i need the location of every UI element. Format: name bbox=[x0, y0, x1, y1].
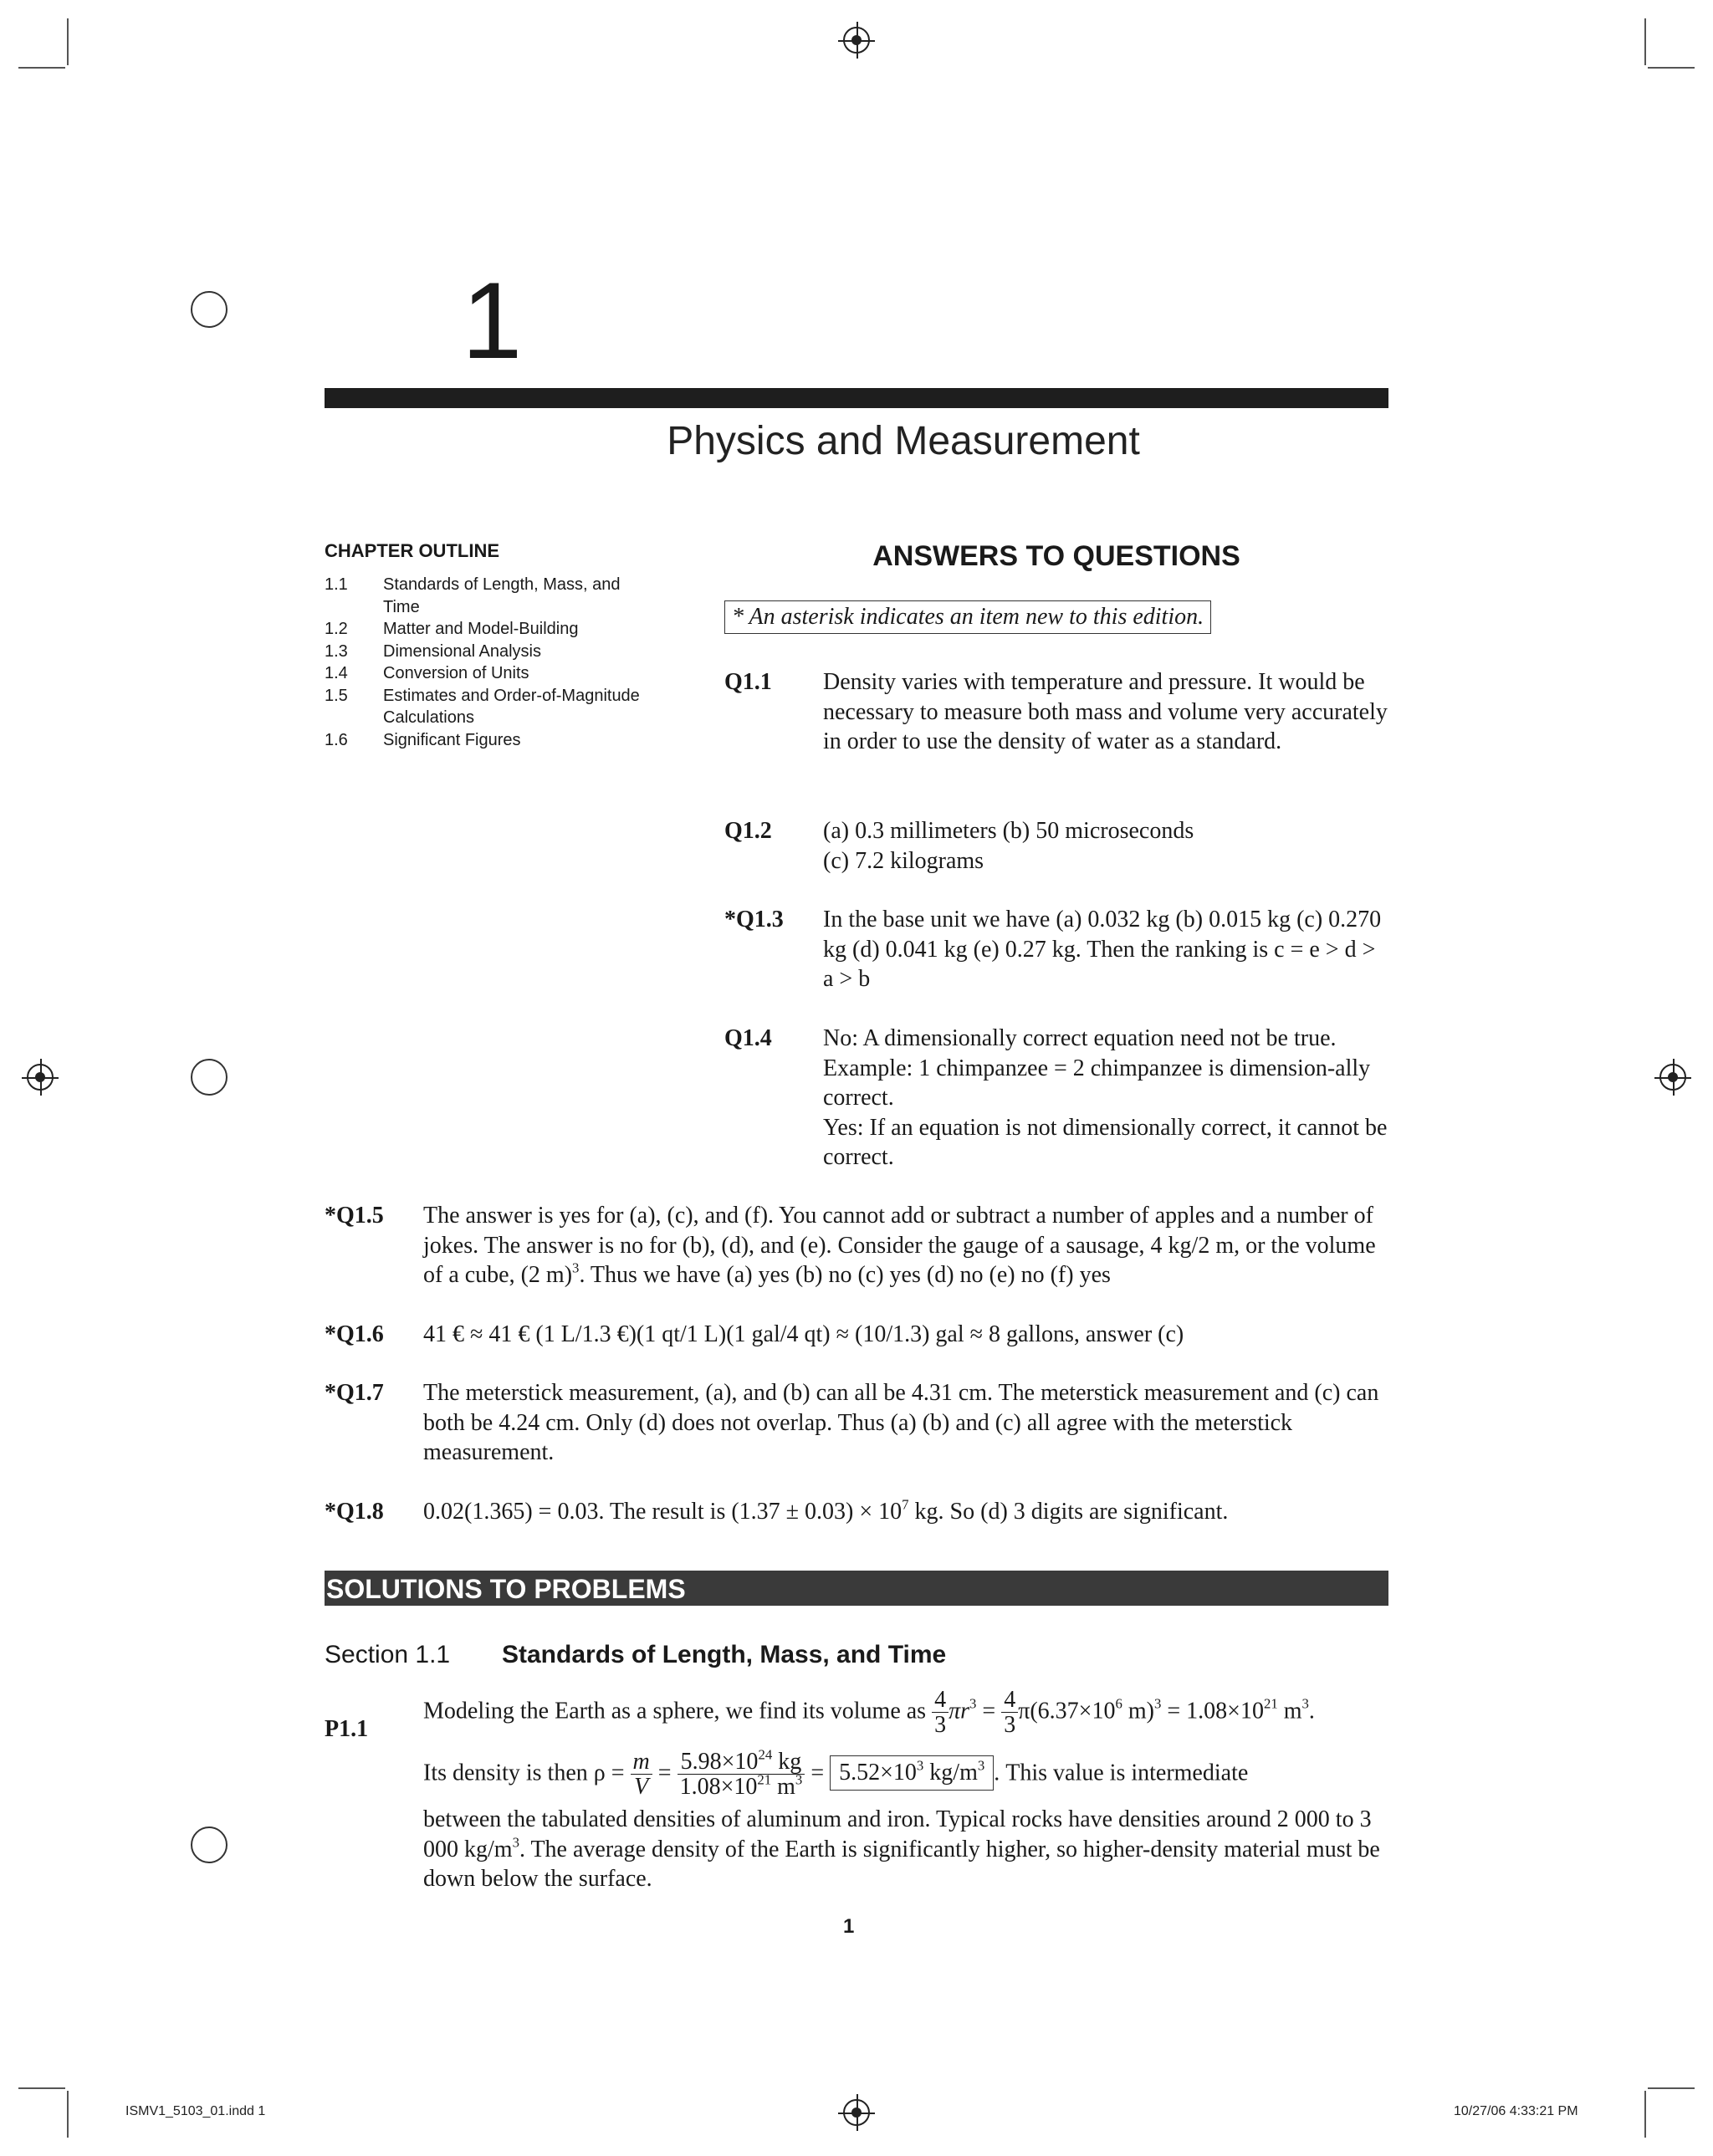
chapter-number: 1 bbox=[462, 259, 523, 381]
answer-box: $5.52\times 10^3$ $kg/m^3$ bbox=[830, 1755, 994, 1791]
question-label: *Q1.5 bbox=[325, 1203, 384, 1229]
answer-line: Yes: If an equation is not dimensionally correct, it cannot be correct. bbox=[823, 1114, 1388, 1170]
solutions-heading: SOLUTIONS TO PROBLEMS bbox=[325, 1571, 1388, 1606]
answer-line: (a) 0.3 millimeters (b) 50 microseconds bbox=[823, 818, 1194, 844]
outline-item: 1.2 Matter and Model-Building bbox=[325, 620, 579, 638]
asterisk-note: * An asterisk indicates an item new to this edition. bbox=[724, 600, 1211, 634]
crop-mark bbox=[18, 67, 65, 69]
equation-line: Modeling the Earth as a sphere, we find its volume as $\frac{4}{3}$ $\pi r^3$ = $\frac{4}{3}$ $\pi(6.37\times 10^6$ $m)^3 = 1.08\times 10^{21}$ $m^3$. bbox=[423, 1687, 1315, 1739]
chapter-rule bbox=[325, 388, 1388, 408]
chapter-title: Physics and Measurement bbox=[667, 419, 1140, 463]
outline-item: 1.4 Conversion of Units bbox=[325, 664, 529, 682]
crop-mark bbox=[18, 2087, 65, 2089]
page-number: 1 bbox=[843, 1915, 855, 1938]
section-number: Section 1.1 bbox=[325, 1641, 451, 1668]
question-answer: Density varies with temperature and pressure. It would be necessary to measure both mass and volume very accurately in order to use the density of water as a standard. bbox=[823, 669, 1388, 754]
question-answer: In the base unit we have (a) 0.032 kg (b) 0.015 kg (c) 0.270 kg (d) 0.041 kg (e) 0.27 kg. Then the ranking is c = e > d > a > b bbox=[823, 907, 1382, 992]
question-label: *Q1.6 bbox=[325, 1321, 384, 1347]
outline-heading: CHAPTER OUTLINE bbox=[325, 540, 499, 561]
question-label: *Q1.3 bbox=[724, 907, 784, 932]
crop-mark bbox=[67, 18, 69, 65]
crop-mark bbox=[1644, 2091, 1646, 2138]
crop-mark bbox=[1648, 67, 1695, 69]
answer-line: No: A dimensionally correct equation need not be true. Example: 1 chimpanzee = 2 chimpanzee is dimension-ally correct. bbox=[823, 1025, 1371, 1111]
registration-mark-icon bbox=[27, 1064, 54, 1091]
question-answer: The meterstick measurement, (a), and (b) can all be 4.31 cm. The meterstick measurement and (c) can both be 4.24 cm. Only (d) does not overlap. Thus (a) (b) and (c) all agree with the meterstick measurement. bbox=[423, 1380, 1379, 1465]
outline-item: 1.5 Estimates and Order-of-Magnitude Calculations bbox=[325, 686, 640, 727]
slug-file: ISMV1_5103_01.indd 1 bbox=[125, 2104, 266, 2118]
outline-item: 1.1 Standards of Length, Mass, and Time bbox=[325, 575, 621, 616]
question-label: *Q1.8 bbox=[325, 1499, 384, 1525]
chapter-outline bbox=[325, 574, 659, 751]
outline-item: 1.6 Significant Figures bbox=[325, 730, 521, 749]
question-label: *Q1.7 bbox=[325, 1380, 384, 1406]
crop-mark bbox=[1648, 2087, 1695, 2089]
question-answer: 41 € ≈ 41 € (1 L/1.3 €)(1 qt/1 L)(1 gal/4 qt) ≈ (10/1.3) gal ≈ 8 gallons, answer (c) bbox=[423, 1321, 1184, 1347]
answer-line: (c) 7.2 kilograms bbox=[823, 847, 984, 874]
problem-label: P1.1 bbox=[325, 1716, 369, 1742]
binder-hole-icon bbox=[191, 1059, 228, 1096]
binder-hole-icon bbox=[191, 291, 228, 328]
question-label: Q1.1 bbox=[724, 669, 772, 695]
registration-mark-icon bbox=[843, 2099, 870, 2126]
answers-heading: ANSWERS TO QUESTIONS bbox=[872, 540, 1240, 572]
crop-mark bbox=[1644, 18, 1646, 65]
crop-mark bbox=[67, 2091, 69, 2138]
section-title: Standards of Length, Mass, and Time bbox=[502, 1641, 947, 1668]
binder-hole-icon bbox=[191, 1826, 228, 1863]
registration-mark-icon bbox=[1659, 1064, 1686, 1091]
equation-line: Its density is then ρ = $\frac{m}{V}$ = $\frac{5.98\times 10^{24} kg}{1.08\times 10^{21} m^3}$ = $5.52\times 10^3$ $kg/m^3$ . This value is intermediate bbox=[423, 1746, 1249, 1801]
question-answer bbox=[823, 816, 1388, 876]
question-label: Q1.4 bbox=[724, 1025, 772, 1051]
slug-timestamp: 10/27/06 4:33:21 PM bbox=[1454, 2104, 1578, 2118]
question-answer: The answer is yes for (a), (c), and (f). You cannot add or subtract a number of apples and a number of jokes. The answer is no for (b), (d), and (e). Consider the gauge of a sausage, 4 kg/2 m, or the volume of a cube, (2 m)$^3$. Thus we have (a) yes (b) no (c) yes (d) no (e) no (f) yes bbox=[423, 1203, 1376, 1288]
section-heading bbox=[325, 1641, 947, 1669]
outline-item: 1.3 Dimensional Analysis bbox=[325, 641, 541, 661]
question-answer: 0.02(1.365) = 0.03. The result is $(1.37 \pm 0.03) \times 10^7$ kg. So (d) 3 digits are significant. bbox=[423, 1496, 1229, 1525]
problem-solution bbox=[423, 1688, 1388, 1894]
question-answer bbox=[823, 1024, 1388, 1173]
registration-mark-icon bbox=[843, 27, 870, 54]
question-label: Q1.2 bbox=[724, 818, 772, 844]
problem-discussion: between the tabulated densities of aluminum and iron. Typical rocks have densities around 2 000 to 3 000 $kg/m^3$. The average density of the Earth is significantly higher, so higher-density material must be down below the surface. bbox=[423, 1806, 1380, 1892]
